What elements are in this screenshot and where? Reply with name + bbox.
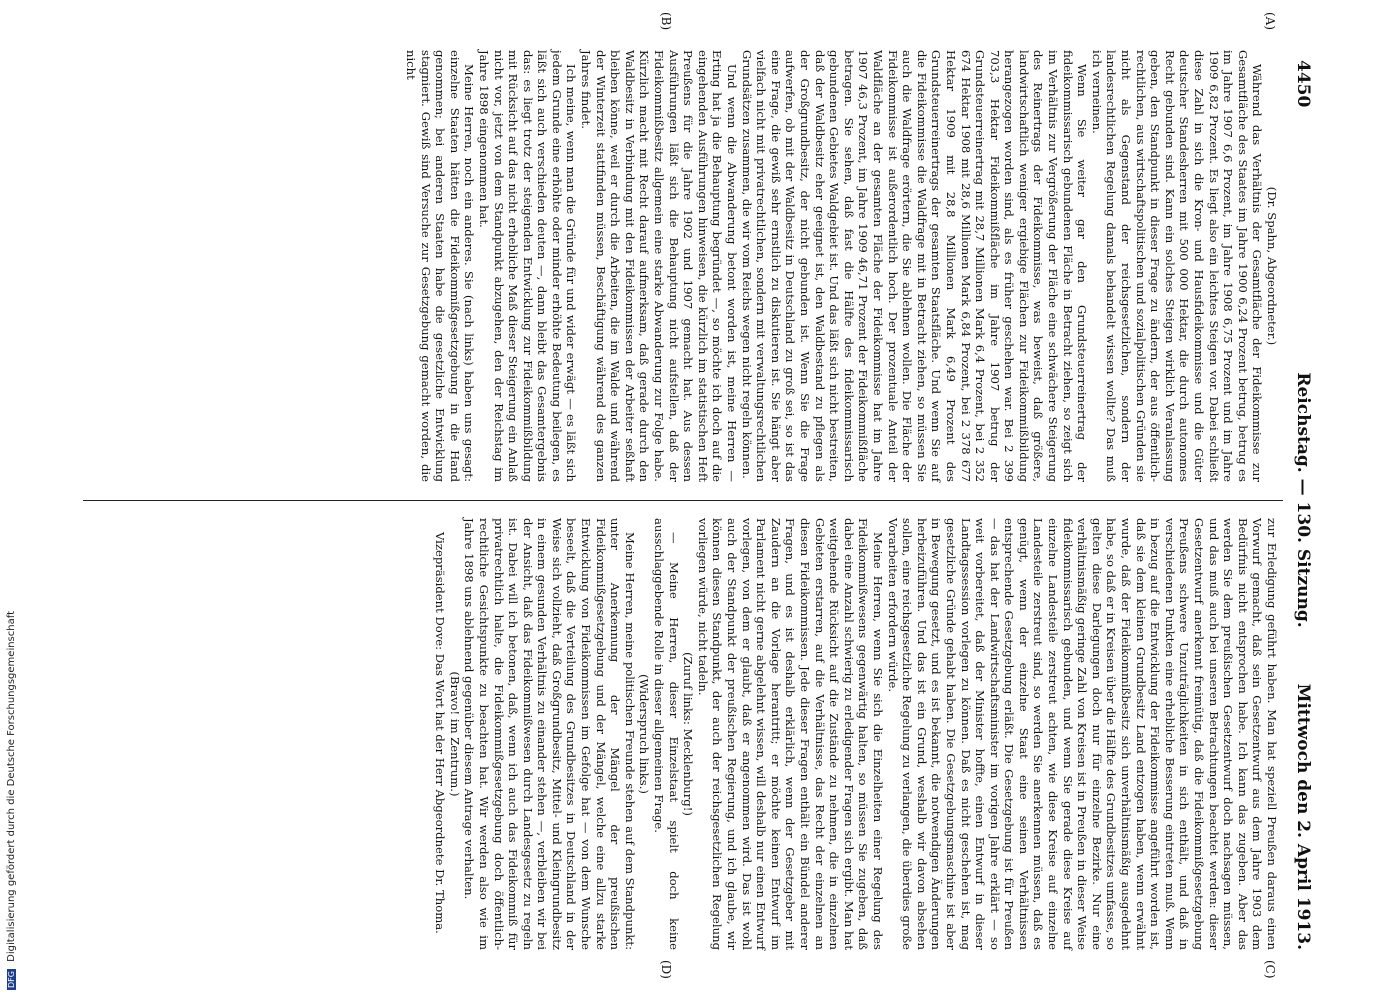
right-column [433,518,1279,950]
speaker-heading: (Dr. Spahn, Abgeordneter.) [1265,186,1279,346]
page-header [1289,50,1313,950]
paragraph: Und wenn die Abwanderung betont worden ist, meine Herren — Erting hat ja die Behauptung begründet —, so möchte ich doch auf die eingehenden Ausführungen hinweisen, die kürzlich im statistischen Heft Preußens für die Jahre 1902 und 1907 gemacht hat. Aus dessen Ausführungen läßt sich die Behauptung nicht aufstellen, daß der Fideikommißbesitz allgemein eine starke Abwanderung zur Folge habe. Kürzlich macht mit Recht darauf aufmerksam, daß gerade durch den Waldbesitz in Verbindung mit den Fideikommissen der Arbeiter seßhaft bleiben könne, weil er durch die Arbeiten, die im Walde und während der Winterzeit stattfinden müssen, Beschäftigung während des ganzen Jahres findet. [579,50,740,482]
paragraph: Wenn Sie weiter gar den Grundsteuerreinertrag der fideikommissarisch gebundenen Fläche in Betracht ziehen, so zeigt sich im Verhältnis zur Vergrößerung der Fläche eine schwächere Steigerung des Reinertrags der Fideikommisse, was beweist, daß größere, landwirtschaftlich weniger ergiebige Flächen zur Fideikommißbildung herangezogen worden sind, als es früher geschehen war. Bei 2 399 703,3 Hektar Fideikommißfläche im Jahre 1907 betrug der Grundsteuerreinertrag mit 28,7 Millionen Mark 6,4 Prozent, bei 2 352 674 Hektar 1908 mit 28,6 Millionen Mark 6,84 Prozent, bei 2 378 677 Hektar 1909 mit 28,8 Millionen Mark 6,49 Prozent des Grundsteuerreinertrags der gesamten Staatsfläche. Und wenn Sie auf die Fideikommisse die Waldfrage mit in Betracht ziehen, so müssen Sie auch die Waldfrage erörtern, die Sie ablehnen wollen. Die Fläche der Fideikommisse ist außerordentlich hoch. Der prozentuale Anteil der Waldfläche an der gesamten Fläche der Fideikommisse hat im Jahre 1907 46,3 Prozent, im Jahre 1909 46,71 Prozent der Fideikommißfläche betragen. Sie sehen, daß fast die Hälfte des fideikommissarisch gebundenen Gebietes Waldgebiet ist. Und das läßt sich nicht bestreiten, daß der Waldbesitz eher geeignet ist, den Waldbestand zu pflegen als der Großgrundbesitz, der nicht gebunden ist. Wenn Sie die Frage aufwerfen, ob mit der Waldbesitz in Deutschland zu groß sei, so ist das eine Frage, die gewiß sehr ernstlich zu diskutieren ist. Sie hängt aber vielfach nicht mit privatrechtlichen, sondern mit verwaltungsrechtlichen Grundsätzen zusammen, die wir vom Reichs wegen nicht regeln können. [739,50,1090,482]
dfg-logo: DFG [7,971,16,988]
speaker-paragraph: Vizepräsident Dove: Das Wort hat der Herr Abgeordnete Dr. Thoma. [433,532,448,934]
interjection: (Zuruf links: Mecklenburg!) [681,652,696,816]
interjection: (Bravo! im Zentrum.) [447,671,462,797]
margin-mark-b: (B) [659,12,673,31]
paragraph: zur Erledigung geführt haben. Man hat speziell Preußen daraus einen Vorwurf gemacht, daß sein Gesetzentwurf aus dem Jahre 1903 dem Bedürfnis nicht entsprochen habe. Ich kann das zugeben. Aber das werden Sie dem preußischen Gesetzentwurf doch nachsagen müssen, und das muß auch bei unseren Betrachtungen beachtet werden: dieser Gesetzentwurf anerkennt freimütig, daß die Fideikommißgesetzgebung Preußens schwere Unzuträglichkeiten in sich enthält, und daß in verschiedenen Punkten eine erhebliche Besserung eintreten muß. Wenn in bezug auf die Entwicklung der Fideikommisse angeführt worden ist, daß sie dem kleinen Grundbesitz Land entzogen haben, wenn erwähnt wurde, daß der Fideikommißbesitz sich unverhältnismäßig ausgedehnt habe, so daß er in Kreisen über die Hälfte des Grundbesitzes umfasse, so gelten diese Darlegungen doch nur für einzelne Bezirke. Nur eine verhältnismäßig geringe Zahl von Kreisen ist in Preußen in dieser Weise fideikommissarisch gebunden, und wenn Sie gerade diese Kreise auf einzelne Landesteile zerstreut achten, wie diese Kreise auf einzelne Landesteile zerstreut sind, so werden Sie anerkennen müssen, daß es genügt, wenn der einzelne Staat eine seinen Verhältnissen entsprechende Gesetzgebung erläßt. Die Gesetzgebung ist für Preußen — das hat der Landwirtschaftsminister im vorigen Jahre erklärt — so weit vorbereitet, daß der Minister hoffte, einen Entwurf in dieser Landtagssession vorlegen zu können. Daß es nicht geschehen ist, mag gesetzliche Gründe gehabt haben. Die Gesetzgebungsmaschine ist aber in Bewegung gesetzt, und es ist bekannt, die notwendigen Änderungen herbeizuführen. Und das ist ein Grund, weshalb wir davon absehen sollen, eine reichsgesetzliche Regelung zu verlangen, die überdies große Vorarbeiten erfordern würde. [885,518,1279,950]
margin-mark-a: (A) [1263,12,1277,31]
paragraph: Meine Herren, wenn Sie sich die Einzelheiten einer Regelung des Fideikommißwesens gegenwärtig halten, so müssen Sie zugeben, daß dabei eine Anzahl schwierig zu erledigender Fragen sich ergibt. Man hat weitgehende Rücksicht auf die Zustände zu nehmen, die in einzelnen Gebieten erstarren, auf die Verhältnisse, das Recht der einzelnen an diesen Fideikommissen. Jede dieser Fragen enthält ein Bündel anderer Fragen, und es ist deshalb erklärlich, wenn der Gesetzgeber mit Zaudern an die Vorlage herantritt; er möchte keinen Entwurf im Parlament nicht gerne abgelehnt wissen, will deshalb nur einen Entwurf vorlegen, von dem er glaubt, daß er angenommen wird. Das ist wohl auch der Standpunkt der preußischen Regierung, und ich glaube, wir können diesen Standpunkt, der auch der reichsgesetzlichen Regelung vorliegen würde, nicht tadeln. [695,518,885,950]
margin-mark-c: (C) [1263,960,1277,979]
interjection: (Widerspruch links.) [637,674,652,794]
session-title: Reichstag. — 130. Sitzung. [1293,372,1313,628]
left-column [403,50,1279,482]
column-divider [83,500,1283,501]
credit-text: Digitalisierung gefördert durch die Deutsche Forschungsgemeinschaft [6,611,17,962]
paragraph: Während das Verhältnis der Gesamtfläche der Fideikommisse zur Gesamtfläche des Staates im Jahre 1900 6,24 Prozent betrug, betrug es im Jahre 1907 6,6 Prozent, im Jahre 1908 6,75 Prozent und im Jahre 1909 6,82 Prozent. Es liegt also ein leichtes Steigen vor. Dabei schließt diese Zahl in sich die Kron- und Hausfideikommisse und die Güter deutscher Standesherren mit 500 000 Hektar, die durch autonomes Recht gebunden sind. Kann ein solches Steigen wirklich Veranlassung geben, den Standpunkt in dieser Frage zu ändern, der aus öffentlich-rechtlichen, aus wirtschaftspolitischen und sozialpolitischen Gründen sie nicht als Gegenstand der reichsgesetzlichen, sondern der landesrechtlichen Regelung damals behandelt wissen wollte? Das muß ich verneinen. [1089,50,1265,482]
page-number: 4450 [1293,60,1313,108]
session-date: Mittwoch den 2. April 1913. [1293,683,1313,950]
paragraph: — Meine Herren, dieser Einzelstaat spielt doch keine ausschlaggebende Rolle in dieser allgemeinen Frage. [652,518,681,950]
paragraph: Ich meine, wenn man die Gründe für und wider erwägt — es läßt sich jedem Grunde eine erhöhte oder minder erhöhte Bedeutung beilegen, es läßt sich auch verschieden deuten —, dann bleibt das Gesamtergebnis das: es liegt trotz der steigenden Entwicklung zur Fideikommißbildung mit Rücksicht auf das nicht erhebliche Maß dieser Steigerung ein Anlaß nicht vor, jetzt von dem Standpunkt abzugehen, den der Reichstag im Jahre 1898 eingenommen hat. [476,50,579,482]
paragraph: Meine Herren, noch ein anderes. Sie (nach links) haben uns gesagt: einzelne Staaten hätten die Fideikommißgesetzgebung in die Hand genommen; bei anderen Staaten habe die gesetzliche Entwicklung stagniert. Gewiß sind Versuche zur Gesetzgebung gemacht worden, die nicht [403,50,477,482]
margin-mark-d: (D) [659,960,673,979]
paragraph: Meine Herren, meine politischen Freunde stehen auf dem Standpunkt: unter Anerkennung der Mängel der preußischen Fideikommißgesetzgebung und der Mängel, welche eine allzu starke Entwicklung von Fideikommissen im Gefolge hat — von dem Wunsche beseelt, daß die Verteilung des Grundbesitzes in Deutschland in der Weise sich vollzieht, daß Großgrundbesitz, Mittel- und Kleingrundbesitz in einem gesunden Verhältnis zu einander stehen —, verbleiben wir bei der Ansicht, daß das Fideikommißwesen durch Landesgesetz zu regeln ist. Dabei will ich betonen, daß, wenn ich auch das Fideikommiß für privatrechtlich halte, die Fideikommißgesetzgebung doch öffentlich-rechtliche Gesichtspunkte zu beachten hat. Wir werden also wie im Jahre 1898 uns ablehnend gegenüber diesem Antrage verhalten. [462,518,637,950]
digitization-credit [6,550,24,990]
page-content [63,12,1313,979]
